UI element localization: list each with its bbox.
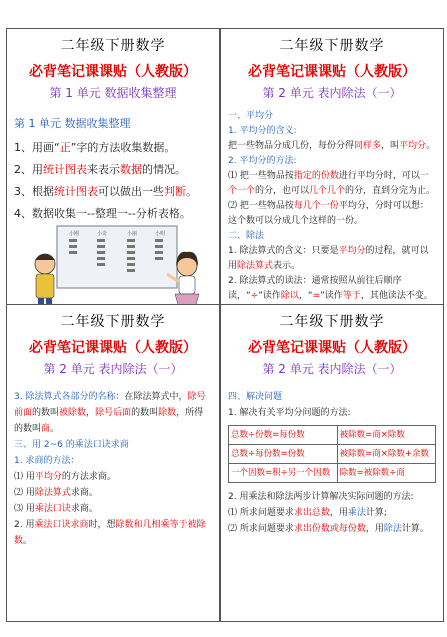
paragraph: 3. 除法算式各部分的名称：在除法算式中，除号前面的数叫被除数，除号后面的数叫除数，所得的数叫商。 — [14, 392, 206, 434]
card-unit: 第 2 单元 表内除法（一） — [262, 362, 402, 376]
card-unit: 第 1 单元 数据收集整理 — [49, 86, 177, 100]
note-card-4 — [220, 304, 444, 622]
paragraph: ⑵ 把一些物品按每几个一份平均分，分时可以想：这个数可以分成几个这样的一份。 — [228, 201, 429, 226]
card-subtitle: 必背笔记课课贴（人教版） — [248, 340, 416, 356]
paragraph: ⑴ 所求问题要求求出总数，用乘法计算; — [228, 508, 387, 518]
svg-text:小丽: 小丽 — [127, 231, 138, 237]
paragraph: 2. 用乘法和除法两步计算解决实际问题的方法: — [228, 492, 414, 502]
paragraph: 1. 除法算式的含义：只要是平均分的过程，就可以用除法算式表示。 — [228, 246, 429, 271]
list-item: 2、用统计图表来表示数据的情况。 — [14, 163, 186, 176]
subheading: 1. 求商的方法： — [14, 456, 80, 466]
svg-text:小刚: 小刚 — [69, 231, 80, 237]
paragraph: ⑵ 用除法算式求商。 — [14, 488, 98, 498]
paragraph: ⑴ 把一些物品按指定的份数进行平均分时，可以一个一个的分，也可以几个几个的分，直到分完为止。 — [228, 171, 436, 196]
card-subtitle: 必背笔记课课贴（人教版） — [29, 64, 197, 80]
list-item: 3、根据统计图表可以做出一些判断。 — [14, 185, 197, 198]
svg-text:小明: 小明 — [155, 231, 166, 237]
list-item: 1、用画“正”字的方法收集数据。 — [14, 141, 176, 154]
table-row: 一个因数=积÷另一个因数 除数=被除数÷商 — [229, 464, 436, 483]
classroom-illustration — [29, 224, 204, 314]
card-unit: 第 2 单元 表内除法（一） — [262, 86, 402, 100]
paragraph: ⑶ 用乘法口诀求商。 — [14, 504, 98, 514]
paragraph: ⑵ 所求问题要求求出份数或每份数，用除法计算。 — [228, 524, 429, 534]
note-card-1 — [6, 28, 220, 318]
subheading: 2. 平均分的方法: — [228, 156, 297, 166]
section-heading: 四、解决问题 — [228, 392, 283, 402]
paragraph: 2. 除法算式的读法：通常按照从前往后顺序读，“÷”读作除以，“=”读作等于，其他读法不变。 — [228, 276, 433, 301]
card-title: 二年级下册数学 — [279, 314, 385, 330]
paragraph: ⑴ 用平均分的方法求商。 — [14, 472, 116, 482]
section-heading: 三、用 2~6 的乘法口诀求商 — [14, 440, 129, 450]
card-unit: 第 2 单元 表内除法（一） — [43, 362, 183, 376]
card-subtitle: 必背笔记课课贴（人教版） — [29, 340, 197, 356]
card-title: 二年级下册数学 — [60, 38, 166, 54]
svg-text:小奇: 小奇 — [97, 231, 108, 237]
card-subtitle: 必背笔记课课贴（人教版） — [248, 64, 416, 80]
card-title: 二年级下册数学 — [60, 314, 166, 330]
paragraph: 2. 用乘法口诀求商时，想除数和几相乘等于被除数。 — [14, 520, 206, 546]
paragraph: 1. 解决有关平均分问题的方法: — [228, 408, 351, 418]
paragraph: 把一些物品分成几份，每份分得同样多，叫平均分。 — [228, 141, 436, 151]
table-row: 总数÷份数=每份数 被除数=商×除数 — [229, 426, 436, 445]
list-item: 4、数据收集一--整理一--分析表格。 — [14, 207, 191, 220]
note-card-3 — [6, 304, 220, 622]
note-card-2 — [220, 28, 444, 318]
section-heading: 一、平均分 — [228, 111, 274, 121]
section-heading: 二、除法 — [228, 231, 265, 241]
card-title: 二年级下册数学 — [279, 38, 385, 54]
subheading: 1. 平均分的含义: — [228, 126, 297, 136]
table-row: 总数÷每份数=份数 被除数=商×除数+余数 — [229, 445, 436, 464]
section-heading: 第 1 单元 数据收集整理 — [14, 117, 131, 130]
formula-table — [228, 425, 436, 483]
